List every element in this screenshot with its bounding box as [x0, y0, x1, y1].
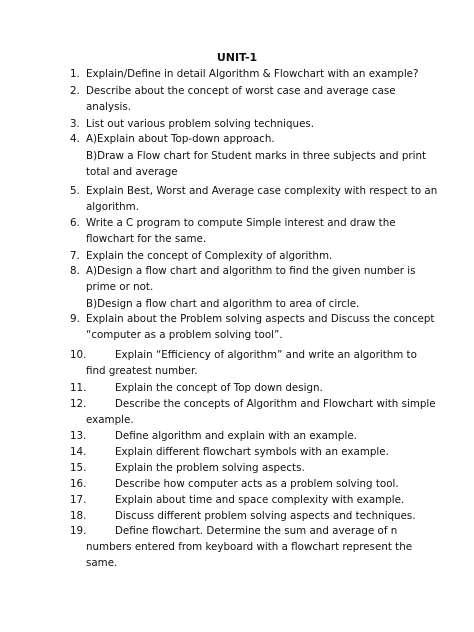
question-text-line: numbers entered from keyboard with a flowchart represent the — [86, 541, 413, 553]
question-text-line: “computer as a problem solving tool”. — [86, 329, 283, 341]
question-text-line: Define flowchart. Determine the sum and average of n — [115, 525, 398, 537]
question-text-line: same. — [86, 557, 118, 569]
question-text-line: example. — [86, 414, 134, 426]
page-title: UNIT-1 — [216, 51, 258, 64]
question-number: 11. — [70, 382, 87, 394]
question-number: 7. — [70, 250, 80, 262]
question-text-line: flowchart for the same. — [86, 233, 207, 245]
question-text-line: Describe about the concept of worst case and average case — [86, 85, 396, 97]
question-text-line: prime or not. — [86, 281, 154, 293]
question-number: 9. — [70, 313, 80, 325]
question-text-line: Explain “Efficiency of algorithm” and write an algorithm to — [115, 349, 417, 361]
question-text-line: Explain the problem solving aspects. — [115, 462, 305, 474]
question-number: 6. — [70, 217, 80, 229]
question-number: 18. — [70, 510, 87, 522]
question-text-line: Discuss different problem solving aspects and techniques. — [115, 510, 416, 522]
question-text-line: Define algorithm and explain with an example. — [115, 430, 357, 442]
question-number: 15. — [70, 462, 87, 474]
question-number: 8. — [70, 265, 80, 277]
question-text-line: Explain the concept of Top down design. — [115, 382, 323, 394]
question-text-line: Write a C program to compute Simple interest and draw the — [86, 217, 396, 229]
question-number: 1. — [70, 68, 80, 80]
question-number: 3. — [70, 118, 80, 130]
question-text-line: Explain about time and space complexity with example. — [115, 494, 405, 506]
question-number: 10. — [70, 349, 87, 361]
question-text-line: B)Design a flow chart and algorithm to area of circle. — [86, 298, 360, 310]
question-number: 13. — [70, 430, 87, 442]
question-number: 5. — [70, 185, 80, 197]
question-number: 2. — [70, 85, 80, 97]
question-number: 16. — [70, 478, 87, 490]
question-text-line: total and average — [86, 166, 178, 178]
question-number: 14. — [70, 446, 87, 458]
question-text-line: find greatest number. — [86, 365, 198, 377]
question-text-line: Describe the concepts of Algorithm and Flowchart with simple — [115, 398, 436, 410]
question-text-line: Explain Best, Worst and Average case complexity with respect to an — [86, 185, 438, 197]
question-text-line: Explain about the Problem solving aspects and Discuss the concept — [86, 313, 435, 325]
question-text-line: algorithm. — [86, 201, 139, 213]
question-number: 12. — [70, 398, 87, 410]
question-text-line: Explain different flowchart symbols with an example. — [115, 446, 389, 458]
question-text-line: B)Draw a Flow chart for Student marks in three subjects and print — [86, 150, 427, 162]
question-text-line: A)Explain about Top-down approach. — [86, 133, 275, 145]
question-text-line: Explain the concept of Complexity of algorithm. — [86, 250, 333, 262]
question-number: 4. — [70, 133, 80, 145]
question-number: 17. — [70, 494, 87, 506]
question-text-line: List out various problem solving techniques. — [86, 118, 315, 130]
question-text-line: analysis. — [86, 101, 131, 113]
question-text-line: Describe how computer acts as a problem solving tool. — [115, 478, 399, 490]
question-number: 19. — [70, 525, 87, 537]
question-text-line: A)Design a flow chart and algorithm to find the given number is — [86, 265, 416, 277]
question-text-line: Explain/Define in detail Algorithm & Flowchart with an example? — [86, 68, 419, 80]
